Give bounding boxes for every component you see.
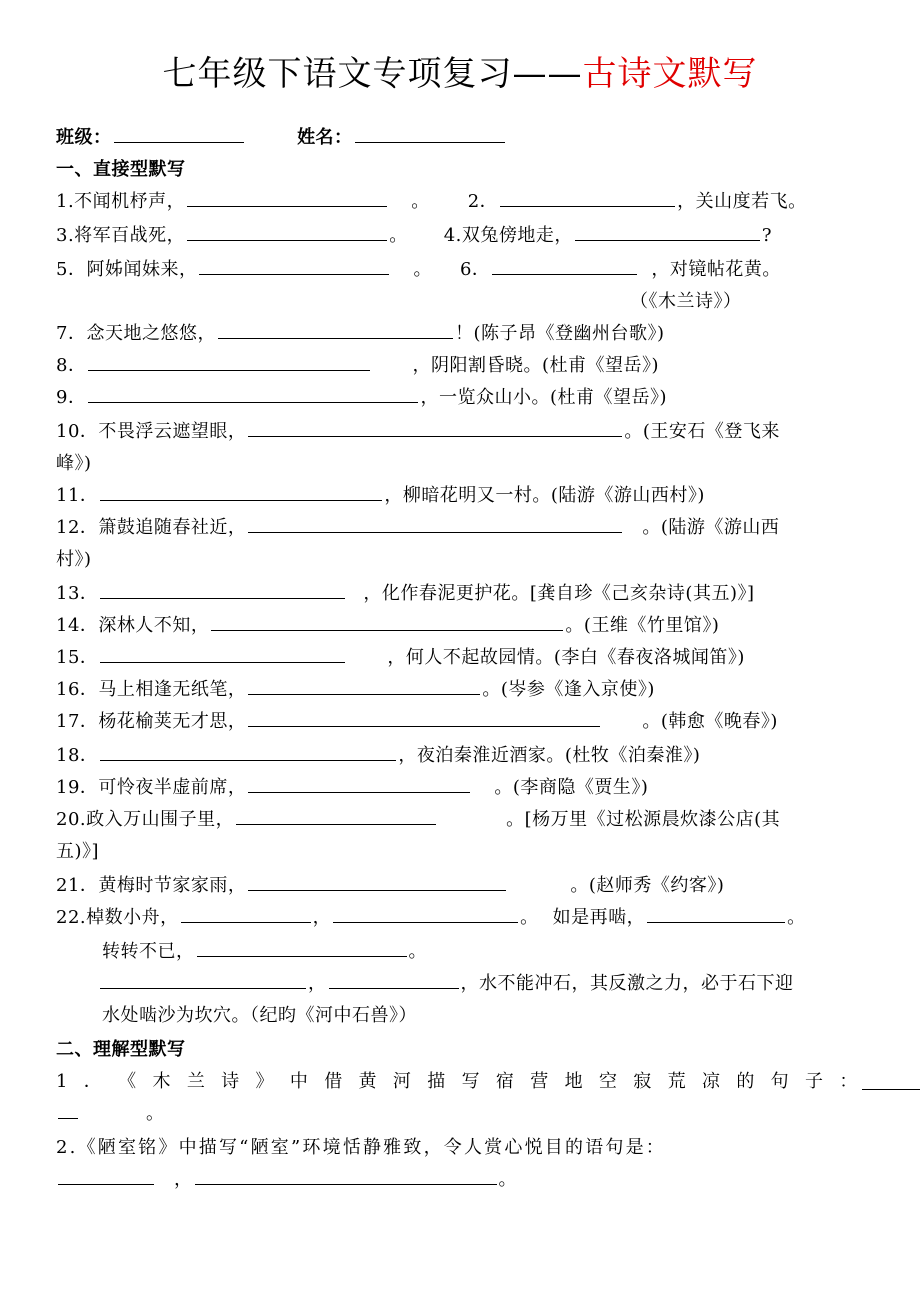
answer-blank[interactable] (329, 987, 459, 989)
char: 诗 (221, 1071, 240, 1092)
char: 子 (805, 1071, 824, 1092)
text: 22.棹数小舟， (56, 907, 179, 928)
answer-blank[interactable] (211, 629, 563, 631)
question-9 (56, 382, 898, 414)
text: 。(韩愈《晚春》) (642, 711, 778, 732)
answer-blank[interactable] (248, 889, 506, 891)
text: 。 (411, 191, 430, 212)
answer-blank[interactable] (187, 239, 387, 241)
section2-heading: 二、理解型默写 (56, 1039, 186, 1060)
page-title (0, 46, 920, 95)
answer-blank[interactable] (500, 205, 675, 207)
source-mulan: （《木兰诗》） (630, 291, 742, 312)
text: 。(王安石《登飞来 (624, 421, 780, 442)
text: ，一览众山小。(杜甫《望岳》) (420, 387, 667, 408)
question-22-line2 (102, 936, 898, 968)
text: 。(陆游《游山西 (642, 517, 780, 538)
char: 借 (324, 1071, 343, 1092)
answer-blank[interactable] (862, 1089, 920, 1090)
answer-blank[interactable] (58, 1117, 78, 1119)
char: 寂 (633, 1071, 652, 1092)
text: 。 (498, 1169, 517, 1190)
text: ，对镜帖花黄。 (651, 259, 781, 280)
text: ? (761, 225, 773, 246)
title-main: 七年级下语文专项复习—— (162, 54, 583, 94)
question-5-6 (56, 254, 898, 286)
answer-blank[interactable] (181, 921, 311, 923)
char: 空 (598, 1071, 618, 1092)
question-20 (56, 804, 898, 836)
char: 》 (255, 1071, 275, 1092)
question-11 (56, 480, 898, 512)
class-label: 班级： (56, 127, 112, 148)
answer-blank[interactable] (575, 239, 760, 241)
question-10-cont: 峰》) (56, 453, 92, 474)
text: 2． (467, 191, 499, 212)
text: ，化作春泥更护花。[龚自珍《己亥杂诗(其五)》] (363, 583, 755, 604)
question-3-4 (56, 220, 898, 252)
answer-blank[interactable] (248, 435, 622, 437)
answer-blank[interactable] (100, 759, 396, 761)
answer-blank[interactable] (58, 1183, 154, 1185)
text: 。 (408, 941, 427, 962)
char: ： (839, 1071, 858, 1092)
text: 。 (787, 907, 806, 928)
text: 。 (389, 225, 408, 246)
text: 。 (520, 907, 539, 928)
char: 黄 (358, 1071, 378, 1092)
text: 3.将军百战死， (56, 225, 186, 246)
text: 14．深林人不知， (56, 615, 210, 636)
answer-blank[interactable] (88, 369, 370, 371)
answer-blank[interactable] (100, 597, 345, 599)
question-12-cont: 村》) (56, 549, 92, 570)
text: 。 (146, 1103, 165, 1124)
text: 转转不已， (102, 941, 195, 962)
text: 。 (413, 259, 432, 280)
question-22 (56, 902, 898, 934)
name-label: 姓名： (297, 127, 353, 148)
text: 6． (459, 259, 491, 280)
question-21 (56, 870, 898, 902)
text: 9． (56, 387, 87, 408)
question-1-2 (56, 186, 898, 218)
answer-blank[interactable] (187, 205, 387, 207)
text: 10．不畏浮云遮望眼， (56, 421, 247, 442)
text: 17．杨花榆荚无才思， (56, 711, 247, 732)
text: 。(李商隐《贾生》) (494, 777, 649, 798)
char: 宿 (495, 1071, 515, 1092)
answer-blank[interactable] (195, 1183, 497, 1185)
question-16 (56, 674, 898, 706)
char: 的 (736, 1071, 755, 1092)
text: 8． (56, 355, 87, 376)
text: 。(王维《竹里馆》) (565, 615, 720, 636)
answer-blank[interactable] (492, 273, 637, 275)
question2-2: 2.《陋室铭》中描写“陋室”环境恬静雅致，令人赏心悦目的语句是： (56, 1137, 666, 1158)
char: 木 (152, 1071, 171, 1092)
question-13 (56, 578, 898, 610)
char: 营 (530, 1071, 549, 1092)
text: ， (308, 973, 327, 994)
answer-blank[interactable] (100, 661, 345, 663)
text: ，关山度若飞。 (677, 191, 807, 212)
answer-blank[interactable] (236, 823, 436, 825)
question2-1-cont (56, 1098, 898, 1130)
question-10 (56, 416, 898, 448)
char: 句 (770, 1071, 790, 1092)
question-12 (56, 512, 898, 544)
question-15 (56, 642, 898, 674)
section1-heading: 一、直接型默写 (56, 159, 186, 180)
text: 1.不闻机杼声， (56, 191, 186, 212)
text: 11． (56, 485, 99, 506)
name-field[interactable] (355, 141, 505, 143)
text: 18． (56, 745, 99, 766)
text: ， (312, 907, 332, 928)
answer-blank[interactable] (248, 693, 480, 695)
answer-blank[interactable] (88, 401, 418, 403)
answer-blank[interactable] (199, 273, 389, 275)
text: 19．可怜夜半虚前席， (56, 777, 247, 798)
char: 河 (392, 1071, 412, 1092)
text: 13． (56, 583, 99, 604)
char: 1 (56, 1071, 68, 1092)
answer-blank[interactable] (248, 791, 470, 793)
text: 。(赵师秀《约客》) (570, 875, 725, 896)
title-highlight: 古诗文默写 (582, 54, 758, 94)
question-14 (56, 610, 898, 642)
text: 4.双兔傍地走， (443, 225, 573, 246)
question-17 (56, 706, 898, 738)
text: 20.政入万山围子里， (56, 809, 235, 830)
text: 21．黄梅时节家家雨， (56, 875, 247, 896)
answer-blank[interactable] (218, 337, 453, 339)
char: 中 (289, 1071, 309, 1092)
question-22-line4: 水处啮沙为坎穴。（纪昀《河中石兽》） (102, 1005, 417, 1026)
question-19 (56, 772, 898, 804)
text: ，夜泊秦淮近酒家。(杜牧《泊秦淮》) (398, 745, 701, 766)
answer-blank[interactable] (100, 499, 382, 501)
char: 地 (564, 1071, 584, 1092)
question2-2-cont (56, 1164, 898, 1196)
answer-blank[interactable] (248, 725, 600, 727)
text: 如是再啮， (552, 907, 646, 928)
text: 。(岑参《逢入京使》) (482, 679, 655, 700)
question-8 (56, 350, 898, 382)
text: ，水不能冲石，其反激之力，必于石下迎 (460, 973, 794, 994)
answer-blank[interactable] (647, 921, 785, 923)
answer-blank[interactable] (197, 955, 407, 957)
answer-blank[interactable] (333, 921, 518, 923)
question-7 (56, 318, 898, 350)
char: ． (83, 1071, 103, 1092)
text: 12．箫鼓追随春社近， (56, 517, 247, 538)
student-info-row (56, 122, 898, 154)
text: 。[杨万里《过松源晨炊漆公店(其 (506, 809, 781, 830)
answer-blank[interactable] (248, 531, 622, 533)
question-18 (56, 740, 898, 772)
text: 5．阿姊闻妹来， (56, 259, 198, 280)
char: 荒 (667, 1071, 687, 1092)
text: 16．马上相逢无纸笔， (56, 679, 247, 700)
text: ，阴阳割昏晓。(杜甫《望岳》) (412, 355, 659, 376)
char: 描 (427, 1071, 446, 1092)
question-22-line3 (98, 968, 898, 1000)
char: 写 (461, 1071, 481, 1092)
char: 《 (118, 1071, 137, 1092)
char: 兰 (186, 1071, 206, 1092)
text: ！(陈子昂《登幽州台歌》) (454, 323, 665, 344)
answer-blank[interactable] (100, 987, 306, 989)
class-field[interactable] (114, 141, 244, 143)
char: 凉 (701, 1071, 721, 1092)
text: ，柳暗花明又一村。(陆游《游山西村》) (384, 485, 705, 506)
question2-1 (56, 1066, 858, 1098)
text: ，何人不起故园情。(李白《春夜洛城闻笛》) (387, 647, 745, 668)
text: 15． (56, 647, 99, 668)
text: ， (174, 1169, 193, 1190)
text: 7．念天地之悠悠， (56, 323, 216, 344)
question-20-cont: 五)》] (56, 841, 100, 862)
